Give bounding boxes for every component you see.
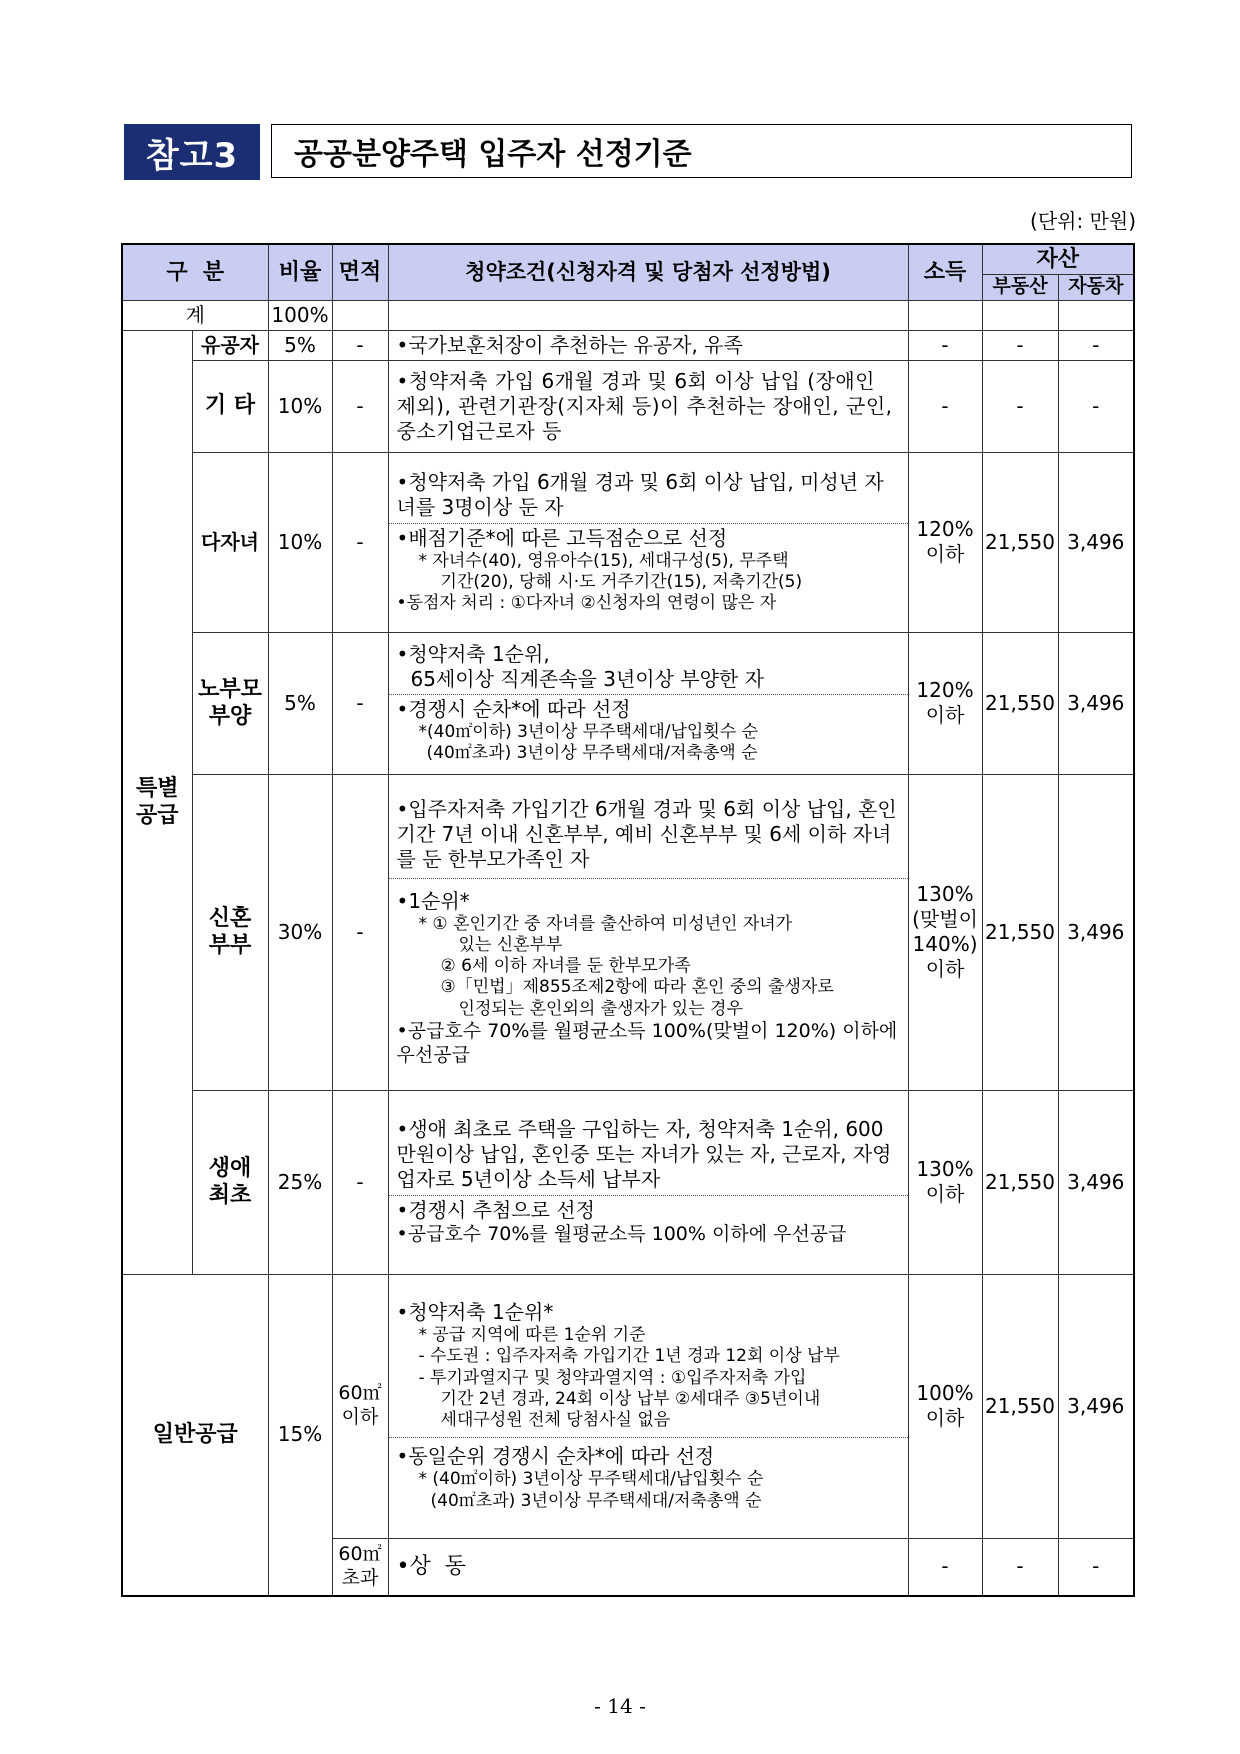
row-income: -: [908, 360, 982, 452]
condition-note: ③「민법」제855조제2항에 따라 혼인 중의 출생자로: [440, 977, 834, 998]
condition-note: * ① 혼인기간 중 자녀를 출산하여 미성년인 자녀가: [418, 913, 793, 934]
condition-text: • 국가보훈처장이 추천하는 유공자, 유족: [397, 333, 743, 357]
row-income: 130% 이하: [908, 1090, 982, 1274]
condition-note: (40㎡초과) 3년이상 무주택세대/저축총액 순: [430, 1490, 762, 1511]
condition-text: • 청약저축 1순위,: [397, 642, 902, 667]
condition-note: 세대구성원 전체 당첨사실 없음: [440, 1410, 671, 1431]
row-car: 3,496: [1058, 1090, 1134, 1274]
header-condition: 청약조건(신청자격 및 당첨자 선정방법): [388, 244, 908, 300]
row-label: 노부모 부양: [192, 632, 268, 774]
condition-text: • 배점기준*에 따른 고득점순으로 선정: [397, 526, 902, 551]
row-label: 신혼 부부: [192, 774, 268, 1090]
row-ratio: 10%: [268, 360, 332, 452]
row-ratio: 30%: [268, 774, 332, 1090]
row-label: 기 타: [192, 360, 268, 452]
row-income: 100% 이하: [908, 1274, 982, 1538]
row-income: 130% (맞벌이 140%) 이하: [908, 774, 982, 1090]
table-row: [122, 300, 1134, 330]
condition-text: • 동점자 처리 : ①다자녀 ②신청자의 연령이 많은 자: [397, 593, 902, 614]
general-supply-group: 일반공급: [122, 1274, 268, 1596]
row-label: 유공자: [192, 330, 268, 360]
condition-note: 기간(20), 당해 시·도 거주기간(15), 저축기간(5): [440, 571, 803, 592]
condition-text: • 청약저축 가입 6개월 경과 및 6회 이상 납입, 미성년 자녀를 3명이상 둔 자: [397, 470, 902, 520]
row-condition: [388, 774, 908, 1090]
condition-note: ② 6세 이하 자녀를 둔 한부모가족: [440, 956, 691, 977]
page-title: 공공분양주택 입주자 선정기준: [271, 124, 1132, 178]
row-real-estate: 21,550: [982, 774, 1058, 1090]
row-area: -: [332, 330, 388, 360]
condition-text: • 동일순위 경쟁시 순차*에 따라 선정: [397, 1444, 902, 1469]
row-ratio: 5%: [268, 330, 332, 360]
row-car: -: [1058, 330, 1134, 360]
special-supply-group: 특별 공급: [122, 330, 192, 1274]
row-area: 60㎡ 이하: [332, 1274, 388, 1538]
page-number: - 14 -: [594, 1694, 646, 1718]
condition-text: • 생애 최초로 주택을 구입하는 자, 청약저축 1순위, 600만원이상 납입, 혼인중 또는 자녀가 있는 자, 근로자, 자영업자로 5년이상 소득세 납부자: [397, 1117, 902, 1192]
row-income: -: [908, 1538, 982, 1596]
row-real-estate: 21,550: [982, 1090, 1058, 1274]
row-area: -: [332, 632, 388, 774]
table-row: [122, 1274, 1134, 1538]
row-real-estate: 21,550: [982, 632, 1058, 774]
row-ratio: 15%: [268, 1274, 332, 1596]
row-car: -: [1058, 1538, 1134, 1596]
row-car: 3,496: [1058, 774, 1134, 1090]
condition-note: * 공급 지역에 따른 1순위 기준: [418, 1325, 646, 1346]
row-area: -: [332, 452, 388, 632]
condition-note: *(40㎡이하) 3년이상 무주택세대/납입횟수 순: [418, 721, 758, 742]
table-row: [122, 774, 1134, 1090]
condition-note: 인정되는 혼인외의 출생자가 있는 경우: [458, 998, 743, 1019]
table-row: [122, 1090, 1134, 1274]
row-car: 3,496: [1058, 1274, 1134, 1538]
row-condition: [388, 1090, 908, 1274]
selection-criteria-table: [121, 243, 1135, 1597]
header-car: 자동차: [1058, 274, 1134, 300]
row-area: -: [332, 774, 388, 1090]
row-car: -: [1058, 360, 1134, 452]
row-income: 120% 이하: [908, 452, 982, 632]
row-real-estate: 21,550: [982, 452, 1058, 632]
header-income: 소득: [908, 244, 982, 300]
condition-text: • 청약저축 가입 6개월 경과 및 6회 이상 납입 (장애인 제외), 관련기관장(지자체 등)이 추천하는 장애인, 군인, 중소기업근로자 등: [397, 369, 893, 443]
table-row: [122, 452, 1134, 632]
row-real-estate: -: [982, 330, 1058, 360]
row-label: 생애 최초: [192, 1090, 268, 1274]
condition-text: • 청약저축 1순위*: [397, 1300, 902, 1325]
row-condition: [388, 330, 908, 360]
row-condition: [388, 1274, 908, 1538]
condition-note: 기간 2년 경과, 24회 이상 납부 ②세대주 ③5년이내: [440, 1388, 821, 1409]
row-condition: [388, 452, 908, 632]
row-real-estate: -: [982, 360, 1058, 452]
header-real-estate: 부동산: [982, 274, 1058, 300]
row-ratio: 25%: [268, 1090, 332, 1274]
table-row: [122, 360, 1134, 452]
row-car: 3,496: [1058, 632, 1134, 774]
condition-text: • 상 동: [397, 1554, 466, 1579]
condition-note: 있는 신혼부부: [458, 934, 563, 955]
condition-text: • 공급호수 70%를 월평균소득 100% 이하에 우선공급: [397, 1223, 902, 1247]
row-real-estate: 21,550: [982, 1274, 1058, 1538]
condition-note: * (40㎡이하) 3년이상 무주택세대/납입횟수 순: [418, 1469, 764, 1490]
condition-note: (40㎡초과) 3년이상 무주택세대/저축총액 순: [426, 743, 758, 763]
row-area: -: [332, 1090, 388, 1274]
row-car: 3,496: [1058, 452, 1134, 632]
header-assets: 자산: [982, 244, 1134, 274]
page-header: [124, 124, 1134, 180]
total-label: 계: [122, 300, 268, 330]
row-condition: [388, 360, 908, 452]
condition-text: • 입주자저축 가입기간 6개월 경과 및 6회 이상 납입, 혼인기간 7년 이내 신혼부부, 예비 신혼부부 및 6세 이하 자녀를 둔 한부모가족인 자: [397, 797, 902, 872]
table-row: [122, 632, 1134, 774]
header-category: 구 분: [122, 244, 268, 300]
header-area: 면적: [332, 244, 388, 300]
condition-text: • 경쟁시 추첨으로 선정: [397, 1198, 902, 1223]
condition-note: - 수도권 : 입주자저축 가입기간 1년 경과 12회 이상 납부: [418, 1346, 840, 1367]
row-condition: [388, 1538, 908, 1596]
condition-text: • 경쟁시 순차*에 따라 선정: [397, 697, 902, 722]
row-condition: [388, 632, 908, 774]
unit-note: (단위: 만원): [1030, 209, 1136, 233]
condition-text: • 1순위*: [397, 889, 902, 914]
condition-note: - 투기과열지구 및 청약과열지역 : ①입주자저축 가입: [418, 1367, 807, 1388]
row-income: -: [908, 330, 982, 360]
header-ratio: 비율: [268, 244, 332, 300]
row-real-estate: -: [982, 1538, 1058, 1596]
condition-text: • 공급호수 70%를 월평균소득 100%(맞벌이 120%) 이하에 우선공급: [397, 1020, 902, 1068]
reference-tag: 참고3: [124, 124, 260, 180]
condition-note: * 자녀수(40), 영유아수(15), 세대구성(5), 무주택: [418, 550, 789, 571]
total-ratio: 100%: [268, 300, 332, 330]
row-area: 60㎡ 초과: [332, 1538, 388, 1596]
condition-text: 65세이상 직계존속을 3년이상 부양한 자: [410, 666, 764, 691]
row-ratio: 10%: [268, 452, 332, 632]
row-label: 다자녀: [192, 452, 268, 632]
table-row: [122, 330, 1134, 360]
row-area: -: [332, 360, 388, 452]
row-ratio: 5%: [268, 632, 332, 774]
row-income: 120% 이하: [908, 632, 982, 774]
